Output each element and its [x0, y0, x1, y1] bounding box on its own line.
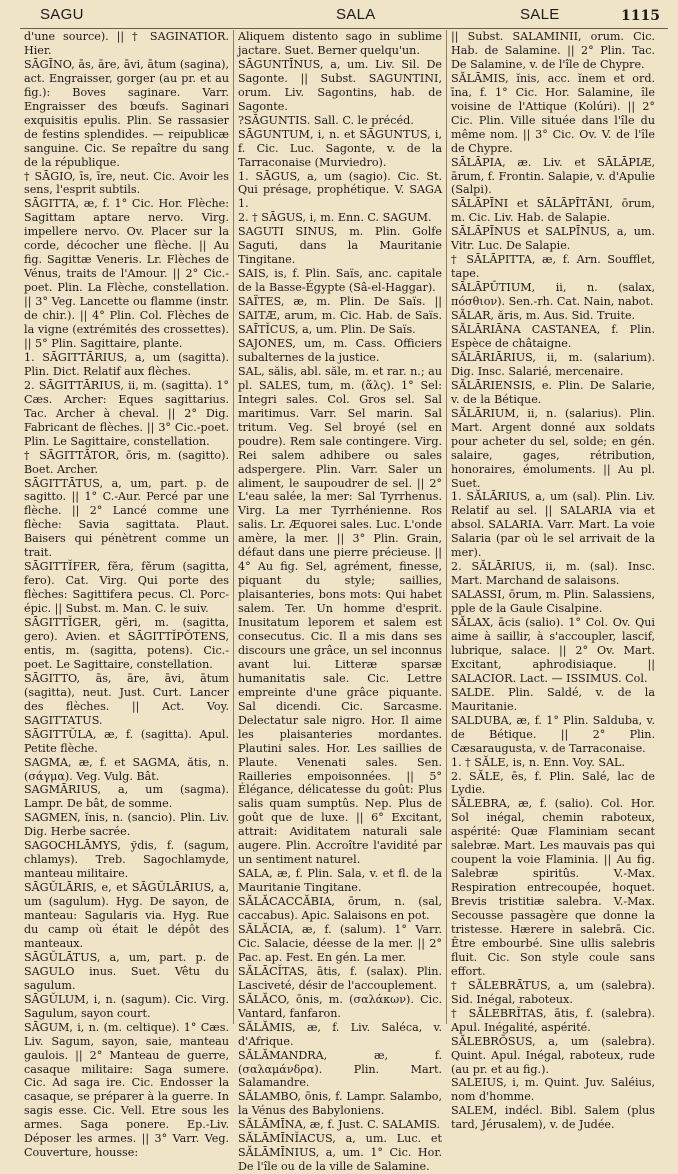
dictionary-entry: † SĀGITTĀTOR, ōris, m. (sagitto). Boet. Archer. — [24, 448, 229, 476]
left-headword: SAGU — [40, 6, 84, 23]
dictionary-entry: SĀGITTĬGER, gĕri, m. (sagitta, gero). Avien. et SĀGITTĬPŎTENS, entis, m. (sagitta, potens). Cic.-poet. Le Sagittaire, constellation. — [24, 616, 229, 671]
center-headword: SALA — [336, 6, 376, 23]
dictionary-entry: 2. SĀGITTĀRIUS, ii, m. (sagitta). 1° Cæs. Archer: Eques sagittarius. Tac. Archer à cheval. || 2° Dig. Fabricant de flèches. || 3° Cic.-poet. Plin. Le Sagittaire, constellation. — [24, 378, 229, 448]
dictionary-entry: SĂLAX, ācis (salio). 1° Col. Ov. Qui aime à saillir, à s'accoupler, lascif, lubrique, salace. || 2° Ov. Mart. Excitant, aphrodisiaque. || SALACIOR. Lact. — ISSIMUS. Col. — [451, 616, 655, 685]
dictionary-entry: 1. SĂLĀRIUS, a, um (sal). Plin. Liv. Relatif au sel. || SALARIA via et absol. SALARIA. Varr. Mart. La voie Salaria (par où le sel arrivait de la mer). — [451, 490, 655, 560]
dictionary-entry: SĀGITTĀTUS, a, um, part. p. de sagitto. || 1° C.-Aur. Percé par une flèche. || 2° Lancé comme une flèche: Savia sagittata. Plaut. Baisers qui pénètrent comme un trait. — [24, 476, 229, 560]
dictionary-entry: SAÏTES, æ, m. Plin. De Saïs. || SAITÆ, arum, m. Cic. Hab. de Saïs. SAĪTĬCUS, a, um. Plin. De Saïs. — [238, 295, 442, 337]
dictionary-entry: 1. SĀGITTĀRIUS, a, um (sagitta). Plin. Dict. Relatif aux flèches. — [24, 350, 229, 378]
dictionary-entry: SALEM, indécl. Bibl. Salem (plus tard, Jérusalem), v. de Judée. — [451, 1104, 655, 1132]
dictionary-entry: SĀGŬLUM, i, n. (sagum). Cic. Virg. Sagulum, sayon court. — [24, 992, 229, 1020]
dictionary-entry: SAGOCHLĀMYS, ўdis, f. (sagum, chlamys). Treb. Sagochlamyde, manteau militaire. — [24, 839, 229, 881]
dictionary-entry: SĂLEBRA, æ, f. (salio). Col. Hor. Sol inégal, chemin raboteux, aspérité: Quæ Flaminiam secant salebræ. Mart. Les mauvais pas qui coupent la voie Flaminia. || Au fig. Salebræ spiritûs. V.-Max. Respiration entrecoupée, hoquet. Brevis tristitiæ salebra. V.-Max. Secousse passagère que donne la tristesse. Hærere in salebrā. Cic. Être embourbé. Sine ullis salebris fluit. Cic. Son style coule sans effort. — [451, 797, 655, 978]
dictionary-entry: SĀGITTŬLA, æ, f. (sagitta). Apul. Petite flèche. — [24, 727, 229, 755]
dictionary-entry: SAGMA, æ, f. et SAGMA, ătis, n. (σάγμα). Veg. Vulg. Bât. — [24, 755, 229, 783]
dictionary-entry: † SĂLEBRĬTAS, ātis, f. (salebra). Apul. Inégalité, aspérité. — [451, 1006, 655, 1034]
dictionary-entry: SĀGUNTĪNUS, a, um. Liv. Sil. De Sagonte. || Subst. SAGUNTINI, orum. Liv. Sagontins, hab. de Sagonte. — [238, 57, 442, 113]
dictionary-entry: SALA, æ, f. Plin. Sala, v. et fl. de la Mauritanie Tingitane. — [238, 867, 442, 895]
dictionary-entry: SALDE. Plin. Saldé, v. de la Mauritanie. — [451, 685, 655, 713]
dictionary-entry: † SĂLEBRĀTUS, a, um (salebra). Sid. Inégal, raboteux. — [451, 978, 655, 1006]
dictionary-entry: † SĀLĀPITTA, æ, f. Arn. Soufflet, tape. — [451, 253, 655, 281]
dictionary-entry: d'une source). || † SAGINATIOR. Hier. — [24, 30, 229, 57]
dictionary-entry: SĀLĀPĪNUS et SALPĪNUS, a, um. Vitr. Luc. De Salapie. — [451, 225, 655, 253]
column-right — [446, 30, 659, 1132]
dictionary-entry: SĀGŬLĀRIS, e, et SĀGŬLĀRIUS, a, um (sagulum). Hyg. De sayon, de manteau: Sagularis via. Hyg. Rue du camp où était le dépôt des manteaux. — [24, 881, 229, 950]
dictionary-entry: SALDUBA, æ, f. 1° Plin. Salduba, v. de Bétique. || 2° Plin. Cæsaraugusta, v. de Tarraconaise. — [451, 713, 655, 755]
dictionary-entry: SALEIUS, i, m. Quint. Juv. Saléius, nom d'homme. — [451, 1076, 655, 1104]
dictionary-entry: SĂLĀRIĀNA CASTANEA, f. Plin. Espèce de châtaigne. — [451, 323, 655, 350]
column-left — [20, 30, 233, 1160]
dictionary-entry: SAGMĀRIUS, a, um (sagma). Lampr. De bât, de somme. — [24, 783, 229, 811]
dictionary-entry: SĂLĀRIENSIS, e. Plin. De Salarie, v. de la Bétique. — [451, 378, 655, 406]
dictionary-entry: 2. † SĀGUS, i, m. Enn. C. SAGUM. — [238, 211, 432, 225]
dictionary-entry: SĂLĂMIS, æ, f. Liv. Saléca, v. d'Afrique. — [238, 1020, 442, 1048]
dictionary-entry: SALASSI, ōrum, m. Plin. Salassiens, pple de la Gaule Cisalpine. — [451, 588, 655, 616]
dictionary-entry: SĀLĀPĪNI et SĀLĀPĪTĀNI, ōrum, m. Cic. Liv. Hab. de Salapie. — [451, 197, 655, 225]
dictionary-entry: † SĀGIO, īs, īre, neut. Cic. Avoir les sens, l'esprit subtils. — [24, 169, 229, 197]
header-rule — [20, 28, 668, 29]
dictionary-entry: Aliquem distento sago in sublime jactare. Suet. Berner quelqu'un. — [238, 30, 442, 57]
dictionary-entry: SĂLĂCO, ōnis, m. (σαλάκων). Cic. Vantard, fanfaron. — [238, 992, 442, 1020]
dictionary-entry: SĂLAR, ăris, m. Aus. Sid. Truite. — [451, 309, 636, 323]
dictionary-entry: 2. SĂLĀRIUS, ii, m. (sal). Insc. Mart. Marchand de salaisons. — [451, 560, 655, 588]
right-headword: SALE — [520, 6, 560, 23]
dictionary-entry: || Subst. SALAMINII, orum. Cic. Hab. de Salamine. || 2° Plin. Tac. De Salamine, v. de l'île de Chypre. — [451, 30, 655, 71]
dictionary-entry: SĂLĀMIS, ĭnis, acc. ĭnem et ord. īna, f. 1° Cic. Hor. Salamine, île voisine de l'Attique (Kolúri). || 2° Cic. Plin. Ville située dans l'île du même nom. || 3° Cic. Ov. V. de l'île de Chypre. — [451, 71, 655, 155]
dictionary-entry: SĀGUNTUM, i, n. et SĀGUNTUS, i, f. Cic. Luc. Sagonte, v. de la Tarraconaise (Murviedro). — [238, 127, 442, 169]
dictionary-entry: SĂLĀMĪNA, æ, f. Just. C. SALAMIS. — [238, 1118, 440, 1132]
running-header — [20, 6, 668, 30]
column-middle — [233, 30, 446, 1174]
dictionary-entry: SAJONES, um, m. Cass. Officiers subalternes de la justice. — [238, 336, 442, 364]
dictionary-entry: SĀGITTĬFER, fĕra, fĕrum (sagitta, fero). Cat. Virg. Qui porte des flèches: Sagittifera pecus. Cl. Porc-épic. || Subst. m. Man. C. le suiv. — [24, 560, 229, 616]
dictionary-entry: SĀLĀPIA, æ. Liv. et SĀLĀPIÆ, ārum, f. Frontin. Salapie, v. d'Apulie (Salpi). — [451, 155, 656, 197]
dictionary-entry: SĂLĂMANDRA, æ, f. (σαλαμάνδρα). Plin. Mart. Salamandre. — [238, 1048, 442, 1090]
dictionary-entry: ?SĀGUNTIS. Sall. C. le précéd. — [238, 113, 414, 127]
dictionary-entry: SĀLĀPŪTIUM, ii, n. (salax, πόσθιον). Sen.-rh. Cat. Nain, nabot. — [451, 281, 655, 309]
dictionary-entry: SĀGŬLĀTUS, a, um, part. p. de SAGULO inus. Suet. Vêtu du sagulum. — [24, 950, 229, 992]
dictionary-entry: SĂLEBRŌSUS, a, um (salebra). Quint. Apul. Inégal, raboteux, rude (au pr. et au fig.). — [451, 1034, 655, 1076]
dictionary-entry: SAGMEN, ĭnis, n. (sancio). Plin. Liv. Dig. Herbe sacrée. — [24, 811, 229, 839]
text-columns — [20, 30, 668, 1174]
dictionary-entry: SAGUTI SINUS, m. Plin. Golfe Saguti, dans la Mauritanie Tingitane. — [238, 225, 442, 267]
dictionary-entry: SĂLĀMĪNĬACUS, a, um. Luc. et SĂLĀMĪNIUS, a, um. 1° Cic. Hor. De l'île ou de la ville de Salamine. — [238, 1132, 442, 1174]
dictionary-entry: SĂLĂCACCĂBIA, ōrum, n. (sal, caccabus). Apic. Salaisons en pot. — [238, 895, 442, 923]
dictionary-entry: 2. SĂLE, ēs, f. Plin. Salé, lac de Lydie. — [451, 769, 655, 797]
dictionary-entry: SAIS, is, f. Plin. Saïs, anc. capitale de la Basse-Égypte (Sâ-el-Haggar). — [238, 267, 442, 295]
dictionary-entry: 1. SĀGUS, a, um (sagio). Cic. St. Qui présage, prophétique. V. SAGA 1. — [238, 169, 442, 211]
dictionary-entry: SĀGUM, i, n. (m. celtique). 1° Cæs. Liv. Sagum, sayon, saie, manteau gaulois. || 2° Manteau de guerre, casaque militaire: Saga sumere. Cic. Ad saga ire. Cic. Endosser la casaque, se préparer à la guerre. In sagis esse. Cic. Vell. Etre sous les armes. Saga ponere. Ep.-Liv. Déposer les armes. || 3° Varr. Veg. Couverture, housse: — [24, 1020, 229, 1160]
dictionary-entry: SĂLAMBO, ōnis, f. Lampr. Salambo, la Vénus des Babyloniens. — [238, 1090, 442, 1118]
page-number: 1115 — [621, 8, 660, 24]
dictionary-entry: 1. † SĂLE, is, n. Enn. Voy. SAL. — [451, 755, 625, 769]
dictionary-entry: SĀGITTO, ās, āre, āvi, ātum (sagitta), neut. Just. Curt. Lancer des flèches. || Act. Voy. SAGITTATUS. — [24, 671, 229, 727]
dictionary-entry: SĂLĂCIA, æ, f. (salum). 1° Varr. Cic. Salacie, déesse de la mer. || 2° Pac. ap. Fest. En gén. La mer. — [238, 923, 442, 964]
dictionary-entry: SĂLĀCĬTAS, ātis, f. (salax). Plin. Lasciveté, désir de l'accouplement. — [238, 964, 442, 992]
dictionary-entry: SAL, sălis, abl. săle, m. et rar. n.; au pl. SALES, tum, m. (ἅλς). 1° Sel: Integri sales. Col. Gros sel. Sal maritimus. Varr. Sel marin. Sal tritum. Veg. Sel broyé (sel en poudre). Rem sale contingere. Virg. Rei salem adhibere ou sales adspergere. Plin. Varr. Saler un aliment, le saupoudrer de sel. || 2° L'eau salée, la mer: Sal Tyrrhenus. Virg. La mer Tyrrhénienne. Ros salis. Lr. Æquorei sales. Luc. L'onde amère, la mer. || 3° Plin. Grain, défaut dans une pierre précieuse. || 4° Au fig. Sel, agrément, finesse, piquant du style; saillies, plaisanteries, bons mots: Qui habet salem. Ter. Un homme d'esprit. Inusitatum leporem et salem est consecutus. Cic. Il a mis dans ses discours une grâce, un sel inconnus avant lui. Litteræ sparsæ humanitatis sale. Cic. Lettre empreinte d'une grâce piquante. Sal dicendi. Cic. Sarcasme. Delectatur sale nigro. Hor. Il aime les plaisanteries mordantes. Plautini sales. Hor. Les saillies de Plaute. Venenati sales. Sen. Railleries empoisonnées. || 5° Élégance, délicatesse du goût: Plus salis quam sumptûs. Nep. Plus de goût que de luxe. || 6° Excitant, attrait: Aviditatem naturali sale augere. Plin. Accroître l'avidité par un sentiment naturel. — [238, 364, 442, 867]
dictionary-entry: SĀGĪNO, ās, āre, āvi, ātum (sagina), act. Engraisser, gorger (au pr. et au fig.): Boves saginare. Varr. Engraisser des bœufs. Saginari exquisitis epulis. Plin. Se rassasier de festins splendides. — reipublicæ sanguine. Cic. Se repaître du sang de la république. — [24, 57, 229, 169]
dictionary-entry: SĀGITTA, æ, f. 1° Cic. Hor. Flèche: Sagittam aptare nervo. Virg. impellere nervo. Ov. Placer sur la corde, décocher une flèche. || Au fig. Sagittæ Veneris. Lr. Flèches de Vénus, traits de l'Amour. || 2° Cic.-poet. Plin. La Flèche, constellation. || 3° Veg. Lancette ou flamme (instr. de chir.). || 4° Plin. Col. Flèches de la vigne (extrémités des crossettes). || 5° Plin. Sagittaire, plante. — [24, 197, 229, 350]
dictionary-entry: SĂLĀRIUM, ii, n. (salarius). Plin. Mart. Argent donné aux soldats pour acheter du sel, solde; en gén. salaire, gages, rétribution, honoraires, émoluments. || Au pl. Suet. — [451, 406, 655, 490]
dictionary-entry: SĂLĀRIĀRIUS, ii, m. (salarium). Dig. Insc. Salarié, mercenaire. — [451, 350, 655, 378]
